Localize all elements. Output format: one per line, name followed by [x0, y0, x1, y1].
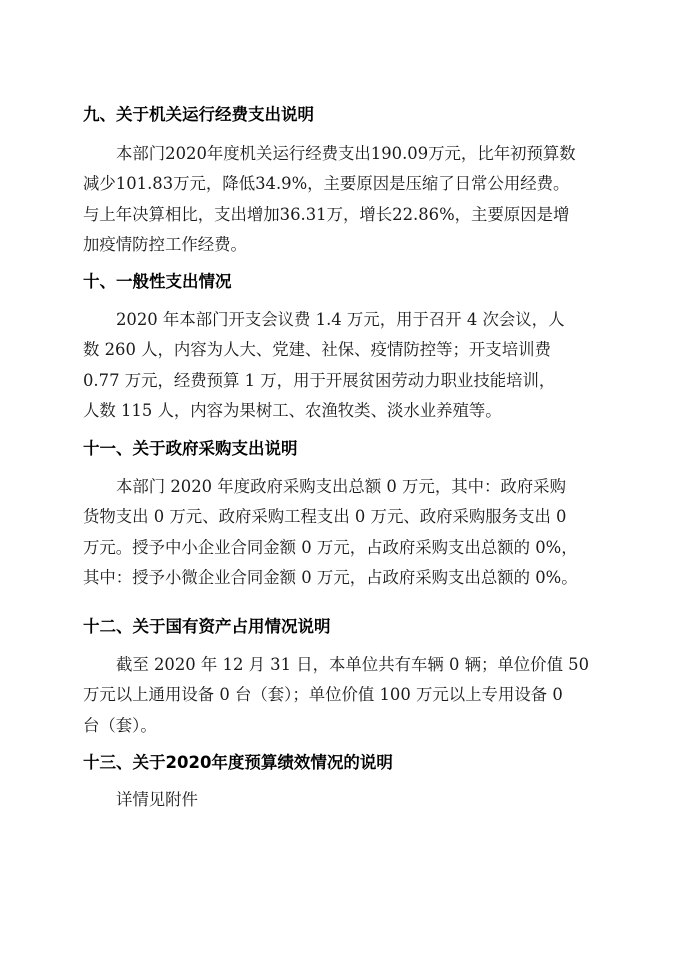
section-heading-12: 十二、关于国有资产占用情况说明 [83, 617, 331, 636]
paragraph-line: 货物支出 0 万元、政府采购工程支出 0 万元、政府采购服务支出 0 [83, 507, 567, 527]
paragraph-line: 2020 年本部门开支会议费 1.4 万元，用于召开 4 次会议，人 [116, 310, 565, 329]
section-paragraph-11 [83, 472, 597, 593]
section-paragraph-13 [83, 785, 597, 815]
paragraph-line: 加疫情防控工作经费。 [83, 234, 247, 254]
paragraph-line: 与上年决算相比，支出增加36.31万，增长22.86%，主要原因是增 [83, 204, 570, 224]
paragraph-line: 万元以上通用设备 0 台（套）；单位价值 100 万元以上专用设备 0 [83, 685, 563, 705]
section-paragraph-10 [83, 305, 597, 426]
paragraph-line: 万元。授予中小企业合同金额 0 万元，占政府采购支出总额的 0%， [83, 537, 578, 557]
section-heading-13: 十三、关于2020年度预算绩效情况的说明 [83, 753, 393, 772]
paragraph-line: 0.77 万元，经费预算 1 万，用于开展贫困劳动力职业技能培训， [83, 370, 556, 390]
paragraph-line: 数 260 人，内容为人大、党建、社保、疫情防控等；开支培训费 [83, 340, 551, 360]
section-heading-9: 九、关于机关运行经费支出说明 [83, 105, 314, 124]
paragraph-line: 台（套）。 [83, 715, 157, 735]
paragraph-line: 本部门 2020 年度政府采购支出总额 0 万元，其中：政府采购 [116, 477, 566, 496]
section-paragraph-12 [83, 650, 597, 741]
paragraph-line: 详情见附件 [116, 790, 198, 809]
section-heading-11: 十一、关于政府采购支出说明 [83, 439, 298, 458]
section-heading-10: 十、一般性支出情况 [83, 272, 232, 291]
paragraph-line: 本部门2020年度机关运行经费支出190.09万元，比年初预算数 [116, 144, 576, 163]
paragraph-line: 截至 2020 年 12 月 31 日，本单位共有车辆 0 辆；单位价值 50 [116, 655, 590, 674]
paragraph-line: 其中：授予小微企业合同金额 0 万元，占政府采购支出总额的 0%。 [83, 567, 578, 587]
section-paragraph-9 [83, 139, 597, 260]
paragraph-line: 人数 115 人，内容为果树工、农渔牧类、淡水业养殖等。 [83, 400, 502, 420]
paragraph-line: 减少101.83万元，降低34.9%，主要原因是压缩了日常公用经费。 [83, 174, 570, 194]
